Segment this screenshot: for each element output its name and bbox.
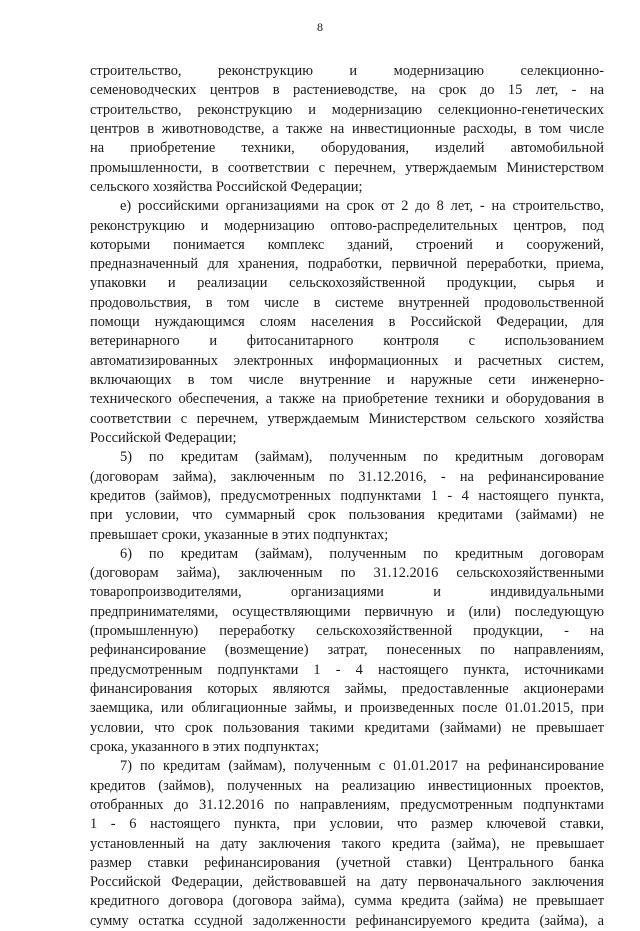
text-line: продовольствия, в том числе в системе внутренней продовольственной xyxy=(90,294,604,311)
text-line: помощи нуждающимся слоям населения в Российской Федерации, для xyxy=(90,314,604,331)
text-line: технического обеспечения, а также на приобретение техники и оборудования в xyxy=(90,391,604,408)
text-line: предназначенный для хранения, подработки, первичной переработки, приема, xyxy=(90,256,604,273)
text-line: кредитного договора (договора займа), сумма кредита (займа) не превышает xyxy=(90,893,604,910)
text-line: предусмотренным подпунктами 1 - 4 настоящего пункта, источниками xyxy=(90,661,604,678)
text-line: кредитов (займов), предусмотренных подпунктами 1 - 4 настоящего пункта, xyxy=(90,487,604,504)
text-line: сельского хозяйства Российской Федерации; xyxy=(90,178,363,195)
paragraph-continuation xyxy=(90,62,604,197)
paragraph-item-e xyxy=(90,197,604,448)
text-line: е) российскими организациями на срок от 2 до 8 лет, - на строительство, xyxy=(120,198,604,215)
text-line: 1 - 6 настоящего пункта, при условии, что размер ключевой ставки, xyxy=(90,816,604,833)
text-line: 7) по кредитам (займам), полученным с 01.01.2017 на рефинансирование xyxy=(120,758,604,775)
text-line: Российской Федерации; xyxy=(90,429,237,446)
text-line: отобранных до 31.12.2016 по направлениям, предусмотренным подпунктами xyxy=(90,796,604,813)
text-line: реконструкцию и модернизацию оптово-распределительных центров, под xyxy=(90,217,604,234)
text-line: Российской Федерации, действовавшей на дату первоначального заключения xyxy=(90,874,604,891)
text-line: центров в животноводстве, а также на инвестиционные расходы, в том числе xyxy=(90,120,604,137)
text-line: автоматизированных электронных информационных и расчетных систем, xyxy=(90,352,604,369)
text-line: при условии, что суммарный срок пользования кредитами (займами) не xyxy=(90,507,604,524)
text-line: (промышленную) переработку сельскохозяйственной продукции, - на xyxy=(90,623,604,640)
body-text xyxy=(90,62,604,931)
text-line: строительство, реконструкцию и модернизацию селекционно-генетических xyxy=(90,101,604,118)
text-line: кредитов (займов), полученных на реализацию инвестиционных проектов, xyxy=(90,777,604,794)
text-line: семеноводческих центров в растениеводстве, на срок до 15 лет, - на xyxy=(90,82,604,99)
text-line: товаропроизводителями, организациями и индивидуальными xyxy=(90,584,604,601)
text-line: 5) по кредитам (займам), полученным по кредитным договорам xyxy=(120,449,604,466)
text-line: (договорам займа), заключенным по 31.12.2016, - на рефинансирование xyxy=(90,468,604,485)
text-line: упаковки и реализации сельскохозяйственной продукции, сырья и xyxy=(90,275,604,292)
text-line: ветеринарного и фитосанитарного контроля с использованием xyxy=(90,333,604,350)
text-line: промышленности, в соответствии с перечнем, утверждаемым Министерством xyxy=(90,159,604,176)
text-line: включающих в том числе внутренние и наружные сети инженерно- xyxy=(90,372,604,388)
text-line: 6) по кредитам (займам), полученным по кредитным договорам xyxy=(120,545,604,562)
text-line: финансирования которых являются займы, предоставленные акционерами xyxy=(90,681,604,697)
text-line: превышает сроки, указанные в этих подпунктах; xyxy=(90,526,389,543)
text-line: срока, указанного в этих подпунктах; xyxy=(90,738,320,755)
text-line: строительство, реконструкцию и модернизацию селекционно- xyxy=(90,63,604,79)
text-line: предпринимателями, осуществляющими первичную и (или) последующую xyxy=(90,603,604,620)
text-line: соответствии с перечнем, утверждаемым Министерством сельского хозяйства xyxy=(90,410,604,427)
text-line: размер ставки рефинансирования (учетной ставки) Центрального банка xyxy=(90,854,604,871)
paragraph-item-5 xyxy=(90,448,604,545)
paragraph-item-6 xyxy=(90,545,604,757)
text-line: сумму остатка ссудной задолженности рефинансируемого кредита (займа), а xyxy=(90,912,604,929)
text-line: которыми понимается комплекс зданий, строений и сооружений, xyxy=(90,236,604,253)
text-line: рефинансирование (возмещение) затрат, понесенных по направлениям, xyxy=(90,642,604,659)
text-line: заемщика, или облигационные займы, и произведенных после 01.01.2015, при xyxy=(90,700,604,717)
text-line: условии, что срок пользования такими кредитами (займами) не превышает xyxy=(90,719,604,736)
text-line: на приобретение техники, оборудования, изделий автомобильной xyxy=(90,140,604,157)
text-line: (договорам займа), заключенным по 31.12.2016 сельскохозяйственными xyxy=(90,565,604,582)
page-number: 8 xyxy=(317,20,323,34)
text-line: установленный на дату заключения такого кредита (займа), не превышает xyxy=(90,835,604,852)
